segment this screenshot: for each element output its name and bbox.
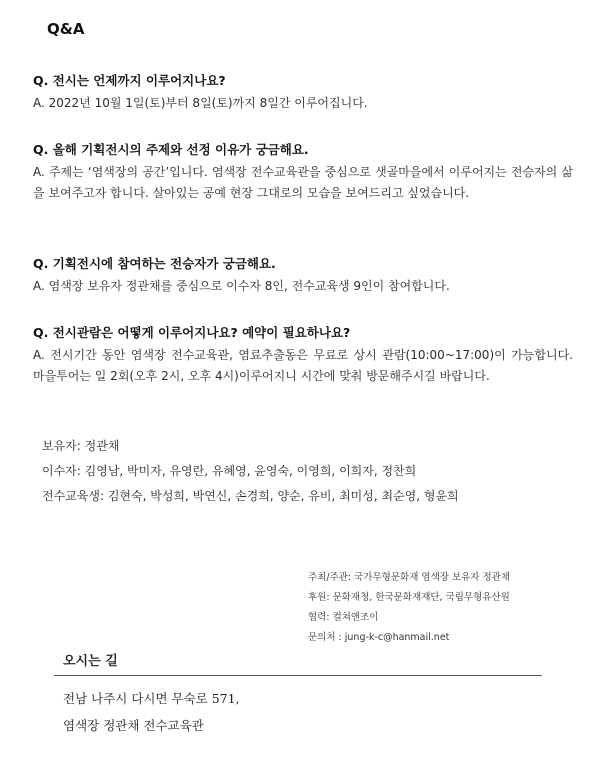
qa-item-3 bbox=[33, 255, 573, 297]
answer: A. 전시기간 동안 염색장 전수교육관, 염료추출동은 무료로 상시 관람(10:00~17:00)이 가능합니다. 마을투어는 일 2회(오후 2시, 오후 4시)이루어지니 시간에 맞춰 방문해주시길 바랍니다. bbox=[33, 348, 573, 383]
question: Q. 기획전시에 참여하는 전승자가 궁금해요. bbox=[33, 256, 276, 271]
contact-line: 문의처 : jung-k-c@hanmail.net bbox=[308, 632, 450, 643]
directions-address bbox=[63, 685, 240, 739]
page-title: Q&A bbox=[47, 20, 85, 38]
address-line-1: 전남 나주시 다시면 무숙로 571, bbox=[63, 691, 240, 706]
qa-item-2 bbox=[33, 141, 573, 204]
holder-line: 보유자: 정관채 bbox=[42, 439, 120, 453]
cooperation-line: 협력: 컬쳐앤조이 bbox=[308, 612, 379, 623]
participants-list bbox=[42, 434, 459, 509]
host-line: 주최/주관: 국가무형문화재 염색장 보유자 정관채 bbox=[308, 572, 511, 583]
completers-line: 이수자: 김영남, 박미자, 유영란, 유혜영, 윤영숙, 이영희, 이희자, 정찬희 bbox=[42, 464, 417, 478]
credits-block bbox=[308, 568, 510, 648]
answer: A. 주제는 ‘염색장의 공간’입니다. 염색장 전수교육관을 중심으로 샛골마을에서 이루어지는 전승자의 삶을 보여주고자 합니다. 살아있는 공예 현장 그대로의 모습을 보여드리고 싶었습니다. bbox=[33, 165, 573, 200]
answer: A. 염색장 보유자 정관채를 중심으로 이수자 8인, 전수교육생 9인이 참여합니다. bbox=[33, 279, 450, 293]
trainees-line: 전수교육생: 김현숙, 박성희, 박연신, 손경희, 양순, 유비, 최미성, 최순영, 형윤희 bbox=[42, 489, 459, 503]
question: Q. 올해 기획전시의 주제와 선정 이유가 궁금해요. bbox=[33, 142, 309, 157]
qa-item-1 bbox=[33, 72, 573, 114]
address-line-2: 염색장 정관채 전수교육관 bbox=[63, 718, 204, 733]
answer: A. 2022년 10월 1일(토)부터 8일(토)까지 8일간 이루어집니다. bbox=[33, 96, 368, 110]
question: Q. 전시관람은 어떻게 이루어지나요? 예약이 필요하나요? bbox=[33, 325, 351, 340]
divider bbox=[54, 675, 542, 676]
directions-title: 오시는 길 bbox=[63, 654, 118, 669]
question: Q. 전시는 언제까지 이루어지나요? bbox=[33, 73, 226, 88]
qa-item-4 bbox=[33, 324, 573, 387]
sponsor-line: 후원: 문화재청, 한국문화재재단, 국립무형유산원 bbox=[308, 592, 510, 603]
